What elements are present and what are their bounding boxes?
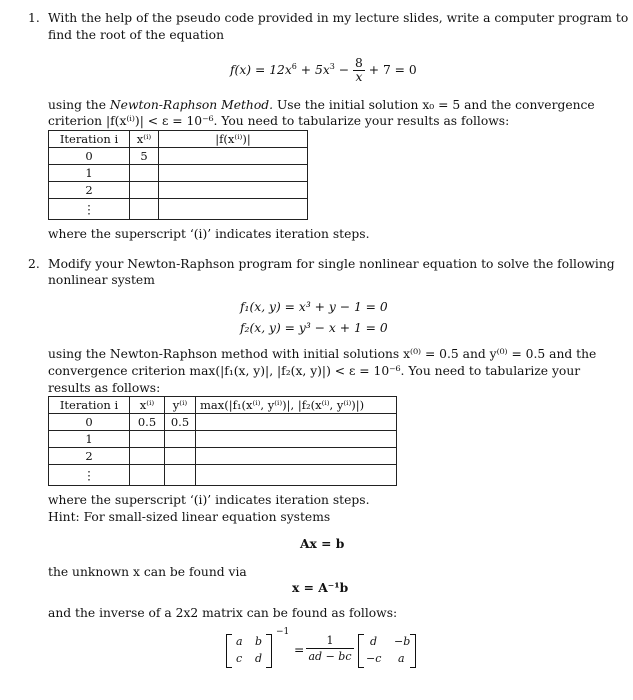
left-bracket-b: [358, 634, 364, 668]
q1-line-2: find the root of the equation: [48, 28, 224, 42]
q1-results-table: [48, 130, 308, 220]
table-row: 0 0.5 0.5: [49, 414, 397, 431]
table-header-row: [49, 397, 397, 414]
matrix-a-d: d: [255, 652, 263, 665]
header-iteration: Iteration i: [49, 397, 130, 414]
q1-equation: $f(x) = 12x^6 + 5x^3$ − $\frac{8}{x}$ + 7 = 0: [230, 56, 417, 84]
matrix-b-d: d: [370, 635, 378, 648]
matrix-a-a: a: [236, 635, 243, 648]
header-x: x⁽ⁱ⁾: [130, 397, 165, 414]
q2-inverse-line: and the inverse of a 2x2 matrix can be found as follows:: [48, 606, 398, 620]
table-row: ⋮: [49, 465, 397, 486]
q1-footnote: where the superscript ‘(i)’ indicates iteration steps.: [48, 227, 370, 241]
q1-line-1: With the help of the pseudo code provided in my lecture slides, write a computer program to: [48, 11, 629, 25]
right-bracket-a: [266, 634, 272, 668]
q1-using-line: using the Newton-Raphson Method. Use the initial solution x₀ = 5 and the convergence: [48, 98, 595, 112]
q2-using-line-3: results as follows:: [48, 381, 161, 395]
table-row: 1: [49, 431, 397, 448]
table-row: 1: [49, 165, 308, 182]
inverse-fraction: [306, 634, 354, 665]
fraction-denominator: ad − bc: [308, 650, 352, 663]
left-bracket-a: [226, 634, 232, 668]
table-row: ⋮: [49, 199, 308, 220]
header-abs-f: |f(x⁽ⁱ⁾)|: [159, 131, 308, 148]
header-y: y⁽ⁱ⁾: [165, 397, 196, 414]
equation-ax-b: Ax = b: [300, 536, 345, 551]
inverse-exponent: −1: [276, 627, 290, 637]
matrix-b-negb: −b: [394, 635, 411, 648]
table-row: 2: [49, 448, 397, 465]
q2-results-table: [48, 396, 397, 486]
matrix-b-a: a: [398, 652, 405, 665]
q2-equation-2: f₂(x, y) = y³ − x + 1 = 0: [240, 321, 388, 335]
table-row: 2: [49, 182, 308, 199]
right-bracket-b: [410, 634, 416, 668]
table-header-row: [49, 131, 308, 148]
header-max-abs: max(|f₁(x⁽ⁱ⁾, y⁽ⁱ⁾)|, |f₂(x⁽ⁱ⁾, y⁽ⁱ⁾)|): [196, 397, 397, 414]
q2-line-2: nonlinear system: [48, 273, 155, 287]
equation-x-ainv-b: x = A⁻¹b: [292, 580, 349, 595]
matrix-a-c: c: [236, 652, 243, 665]
header-x: x⁽ⁱ⁾: [130, 131, 159, 148]
equals-sign: =: [294, 643, 305, 657]
q2-unknown-line: the unknown x can be found via: [48, 565, 247, 579]
q2-footnote: where the superscript ‘(i)’ indicates iteration steps.: [48, 493, 370, 507]
fraction-numerator: 1: [306, 634, 354, 649]
q2-equation-1: f₁(x, y) = x³ + y − 1 = 0: [240, 300, 388, 314]
question-1-number: 1.: [28, 11, 40, 25]
q2-hint: Hint: For small-sized linear equation systems: [48, 510, 331, 524]
matrix-a-b: b: [255, 635, 263, 648]
q2-using-line-2: convergence criterion max(|f₁(x, y)|, |f₂(x, y)|) < ε = 10⁻⁶. You need to tabularize your: [48, 364, 581, 378]
q1-criterion-line: criterion |f(x⁽ⁱ⁾)| < ε = 10⁻⁶. You need to tabularize your results as follows:: [48, 114, 510, 128]
question-2-number: 2.: [28, 257, 40, 271]
header-iteration: Iteration i: [49, 131, 130, 148]
q2-using-line-1: using the Newton-Raphson method with initial solutions x⁽⁰⁾ = 0.5 and y⁽⁰⁾ = 0.5 and the: [48, 347, 597, 361]
method-name: Newton-Raphson Method.: [109, 98, 274, 112]
table-row: 0 5: [49, 148, 308, 165]
q2-line-1: Modify your Newton-Raphson program for single nonlinear equation to solve the following: [48, 257, 615, 271]
matrix-b-negc: −c: [366, 652, 382, 665]
